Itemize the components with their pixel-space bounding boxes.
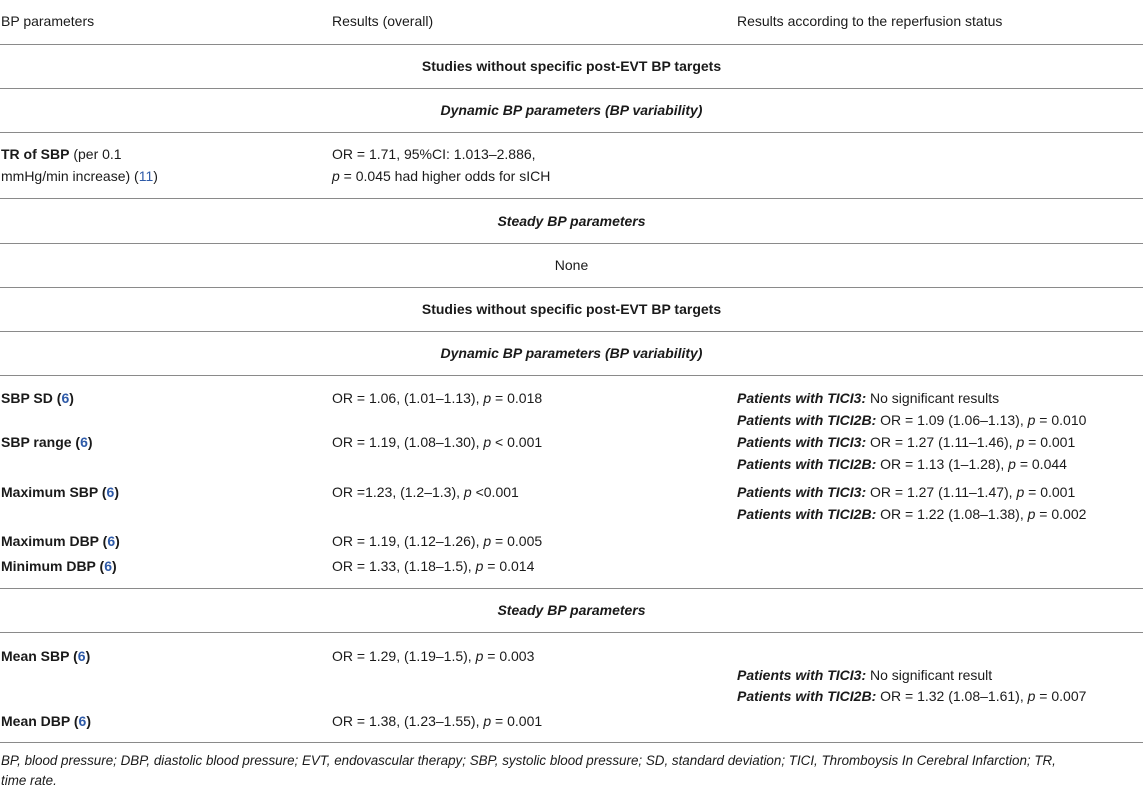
row-mean-dbp-name — [1, 711, 91, 731]
tici3-text: OR = 1.27 (1.11–1.47), — [866, 484, 1017, 500]
tici2b-text: = 0.010 — [1035, 412, 1087, 428]
header-bp-parameters: BP parameters — [1, 13, 95, 29]
reference-link[interactable]: 6 — [61, 390, 70, 406]
p-symbol: p — [1008, 456, 1016, 472]
row-max-sbp-tici2b — [737, 504, 1086, 524]
reference-link[interactable]: 6 — [104, 558, 112, 574]
reference-link[interactable]: 6 — [77, 648, 86, 664]
tici2b-label: Patients with TICI2B: — [737, 506, 877, 522]
footnote-line2: time rate. — [1, 773, 57, 788]
rule — [0, 287, 1143, 288]
row-mean-sbp-name — [1, 646, 90, 666]
row-sbp-sd-name — [1, 388, 74, 408]
row-min-dbp-name — [1, 556, 117, 576]
row-max-sbp-name — [1, 482, 119, 502]
header-results-reperfusion: Results according to the reperfusion status — [737, 13, 1003, 29]
row-min-dbp-overall — [332, 556, 534, 576]
row-sbp-sd-overall — [332, 388, 542, 408]
p-symbol: p — [475, 648, 484, 664]
param-close: ) — [115, 533, 120, 549]
p-symbol: p — [463, 484, 472, 500]
overall-text: <0.001 — [471, 484, 519, 500]
p-symbol: p — [475, 558, 484, 574]
p-symbol: p — [1027, 506, 1036, 522]
tici2b-label: Patients with TICI2B: — [737, 688, 877, 704]
overall-text: < 0.001 — [491, 434, 543, 450]
row-tr-sbp-overall-line2 — [332, 166, 550, 186]
tici3-text: = 0.001 — [1024, 434, 1076, 450]
tici2b-text: = 0.007 — [1035, 688, 1087, 704]
row-max-sbp-tici3 — [737, 482, 1075, 502]
reference-link[interactable]: 6 — [107, 533, 116, 549]
tici2b-label: Patients with TICI2B: — [737, 412, 877, 428]
tici3-label: Patients with TICI3: — [737, 390, 867, 406]
tici2b-text: = 0.044 — [1015, 456, 1067, 472]
tici2b-text: OR = 1.13 (1–1.28), — [876, 456, 1009, 472]
param-name: Mean DBP ( — [1, 713, 79, 729]
param-name: SBP SD ( — [1, 390, 62, 406]
p-symbol: p — [1016, 484, 1025, 500]
param-close: ) — [114, 484, 120, 500]
overall-text: OR = 1.33, (1.18–1.5), — [332, 558, 476, 574]
overall-text: OR =1.23, (1.2–1.3), — [332, 484, 464, 500]
param-close: ) — [85, 648, 91, 664]
tici3-label: Patients with TICI3: — [737, 434, 867, 450]
row-sbp-range-tici3 — [737, 432, 1075, 452]
param-close: ) — [86, 713, 92, 729]
row-tr-sbp-name — [1, 144, 122, 164]
tici3-text: = 0.001 — [1024, 484, 1076, 500]
section-subtitle-dynamic: Dynamic BP parameters (BP variability) — [440, 102, 703, 118]
tici3-text: OR = 1.27 (1.11–1.46), — [866, 434, 1017, 450]
p-symbol: p — [483, 713, 492, 729]
overall-text: = 0.014 — [483, 558, 535, 574]
param-close: ) — [69, 390, 74, 406]
overall-text: OR = 1.06, (1.01–1.13), — [332, 390, 484, 406]
row-sbp-sd-tici2b — [737, 410, 1086, 430]
row-sbp-range-overall — [332, 432, 542, 452]
rule — [0, 88, 1143, 89]
row-max-sbp-overall — [332, 482, 519, 502]
overall-text: = 0.045 had higher odds for sICH — [339, 168, 551, 184]
row-mean-sbp-tici3 — [737, 665, 992, 685]
tici2b-label: Patients with TICI2B: — [737, 456, 877, 472]
param-name: Minimum DBP ( — [1, 558, 105, 574]
overall-text: = 0.005 — [491, 533, 543, 549]
p-symbol: p — [332, 168, 340, 184]
tici2b-text: OR = 1.09 (1.06–1.13), — [876, 412, 1028, 428]
row-mean-dbp-overall — [332, 711, 542, 731]
section-subtitle-steady: Steady BP parameters — [497, 213, 646, 229]
section-title: Studies without specific post-EVT BP targets — [421, 301, 722, 317]
row-tr-sbp-name-line2 — [1, 166, 158, 186]
row-mean-sbp-tici2b — [737, 686, 1086, 706]
param-name: Mean SBP ( — [1, 648, 78, 664]
rule — [0, 243, 1143, 244]
tici2b-text: = 0.002 — [1035, 506, 1087, 522]
param-close: ) — [87, 434, 93, 450]
row-sbp-sd-tici3 — [737, 388, 999, 408]
row-sbp-range-tici2b — [737, 454, 1067, 474]
p-symbol: p — [1027, 412, 1036, 428]
section-title: Studies without specific post-EVT BP targets — [421, 58, 722, 74]
p-symbol: p — [1016, 434, 1025, 450]
row-max-dbp-name — [1, 531, 120, 551]
p-symbol: p — [483, 533, 492, 549]
tici3-text: No significant results — [866, 390, 1000, 406]
header-rule — [0, 44, 1143, 45]
reference-link[interactable]: 6 — [80, 434, 88, 450]
param-close: ) — [112, 558, 117, 574]
rule — [0, 198, 1143, 199]
rule — [0, 375, 1143, 376]
param-name: Maximum SBP ( — [1, 484, 107, 500]
header-results-overall: Results (overall) — [332, 13, 434, 29]
overall-text: OR = 1.19, (1.12–1.26), — [332, 533, 484, 549]
param-detail: mmHg/min increase) ( — [1, 168, 139, 184]
overall-text: OR = 1.29, (1.19–1.5), — [332, 648, 476, 664]
section-subtitle-dynamic: Dynamic BP parameters (BP variability) — [440, 345, 703, 361]
bottom-rule — [0, 742, 1143, 743]
tici2b-text: OR = 1.22 (1.08–1.38), — [876, 506, 1028, 522]
footnote-line1: BP, blood pressure; DBP, diastolic blood pressure; EVT, endovascular therapy; SBP, systolic blood pressure; SD, standard deviation; TICI, Thromboysis In Cerebral Infarction; TR, — [1, 753, 1056, 768]
overall-text: OR = 1.38, (1.23–1.55), — [332, 713, 484, 729]
param-close: ) — [153, 168, 158, 184]
row-tr-sbp-overall: OR = 1.71, 95%CI: 1.013–2.886, — [332, 146, 536, 162]
overall-text: OR = 1.19, (1.08–1.30), — [332, 434, 484, 450]
reference-link[interactable]: 6 — [106, 484, 115, 500]
overall-text: = 0.001 — [491, 713, 543, 729]
p-symbol: p — [483, 390, 492, 406]
tici3-label: Patients with TICI3: — [737, 667, 867, 683]
rule — [0, 632, 1143, 633]
none-cell: None — [554, 257, 589, 273]
p-symbol: p — [483, 434, 492, 450]
rule — [0, 132, 1143, 133]
row-mean-sbp-overall — [332, 646, 534, 666]
section-subtitle-steady: Steady BP parameters — [497, 602, 646, 618]
reference-link[interactable]: 11 — [138, 168, 154, 184]
param-detail: (per 0.1 — [69, 146, 122, 162]
param-name: SBP range ( — [1, 434, 81, 450]
p-symbol: p — [1027, 688, 1036, 704]
reference-link[interactable]: 6 — [78, 713, 87, 729]
overall-text: = 0.003 — [483, 648, 535, 664]
rule — [0, 331, 1143, 332]
tici3-text: No significant result — [866, 667, 993, 683]
tici3-label: Patients with TICI3: — [737, 484, 867, 500]
overall-text: = 0.018 — [491, 390, 543, 406]
rule — [0, 588, 1143, 589]
row-max-dbp-overall — [332, 531, 542, 551]
row-sbp-range-name — [1, 432, 93, 452]
tici2b-text: OR = 1.32 (1.08–1.61), — [876, 688, 1028, 704]
param-name: TR of SBP — [1, 146, 70, 162]
param-name: Maximum DBP ( — [1, 533, 108, 549]
